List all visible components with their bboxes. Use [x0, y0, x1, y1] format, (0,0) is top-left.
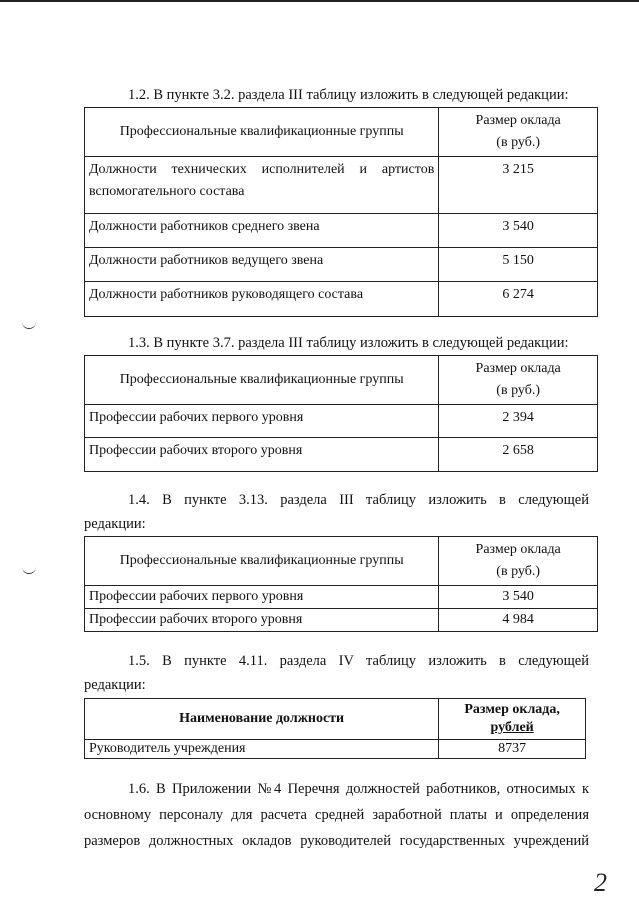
header-salary-line2: (в руб.): [496, 564, 540, 579]
row-name: Профессии рабочих первого уровня: [85, 405, 439, 438]
table-header-groups: Профессиональные квалификационные группы: [85, 108, 439, 157]
row-name: Должности технических исполнителей и артистов вспомогательного состава: [85, 157, 439, 214]
header-salary-line1: Размер оклада: [475, 361, 561, 376]
table-row: [85, 438, 598, 472]
row-name: Профессии рабочих первого уровня: [85, 586, 439, 609]
row-name: Руководитель учреждения: [85, 740, 439, 759]
paragraph-1-5-line1: 1.5. В пункте 4.11. раздела IV таблицу изложить в следующей: [128, 653, 589, 669]
row-value: 3 540: [439, 214, 598, 248]
row-name: Должности работников среднего звена: [85, 214, 439, 248]
header-salary-line2: (в руб.): [496, 135, 540, 150]
paragraph-1-6-line1: 1.6. В Приложении №4 Перечня должностей работников, относимых к: [128, 781, 589, 797]
header-salary-line2: (в руб.): [496, 383, 540, 398]
header-salary-line2: рублей: [490, 720, 534, 735]
punch-hole-mark: [22, 567, 36, 574]
row-value: 5 150: [439, 248, 598, 282]
top-scan-border: [0, 0, 639, 2]
row-name: Должности работников руководящего состава: [85, 282, 439, 317]
row-value: 2 658: [439, 438, 598, 472]
row-value: 6 274: [439, 282, 598, 317]
paragraph-1-2: 1.2. В пункте 3.2. раздела III таблицу изложить в следующей редакции:: [128, 87, 569, 103]
table-row: [85, 282, 598, 317]
paragraph-1-3: 1.3. В пункте 3.7. раздела III таблицу изложить в следующей редакции:: [128, 335, 569, 351]
row-value: 8737: [439, 740, 586, 759]
paragraph-1-4-line1: 1.4. В пункте 3.13. раздела III таблицу изложить в следующей: [128, 492, 589, 508]
row-value: 3 215: [439, 157, 598, 214]
punch-hole-mark: [22, 322, 36, 329]
paragraph-1-6-line3: размеров должностных окладов руководителей государственных учреждений: [84, 833, 589, 849]
table-header-row: [85, 537, 598, 586]
table-row: [85, 248, 598, 282]
row-value: 2 394: [439, 405, 598, 438]
table-row: [85, 609, 598, 632]
table-header-row: [85, 699, 586, 740]
table-header-groups: Профессиональные квалификационные группы: [85, 356, 439, 405]
table-2: [84, 355, 598, 472]
table-header-position: Наименование должности: [85, 699, 439, 740]
row-name: Профессии рабочих второго уровня: [85, 609, 439, 632]
row-name: Должности работников ведущего звена: [85, 248, 439, 282]
paragraph-1-5-line2: редакции:: [84, 677, 146, 693]
row-value: 4 984: [439, 609, 598, 632]
header-salary-line1: Размер оклада: [475, 113, 561, 128]
table-header-salary: [439, 356, 598, 405]
page-number: 2: [594, 868, 607, 897]
table-row: [85, 157, 598, 214]
table-4: [84, 698, 586, 759]
table-1: [84, 107, 598, 317]
table-row: [85, 214, 598, 248]
row-name: Профессии рабочих второго уровня: [85, 438, 439, 472]
table-header-salary: [439, 699, 586, 740]
paragraph-1-4-line2: редакции:: [84, 516, 146, 532]
table-header-salary: [439, 537, 598, 586]
row-value: 3 540: [439, 586, 598, 609]
table-row: [85, 740, 586, 759]
table-header-row: [85, 356, 598, 405]
header-salary-line1: Размер оклада,: [464, 702, 560, 717]
table-row: [85, 405, 598, 438]
table-header-groups: Профессиональные квалификационные группы: [85, 537, 439, 586]
table-row: [85, 586, 598, 609]
table-header-row: [85, 108, 598, 157]
paragraph-1-6-line2: основному персоналу для расчета средней заработной платы и определения: [84, 807, 589, 823]
header-salary-line1: Размер оклада: [475, 542, 561, 557]
table-header-salary: [439, 108, 598, 157]
table-3: [84, 536, 598, 632]
